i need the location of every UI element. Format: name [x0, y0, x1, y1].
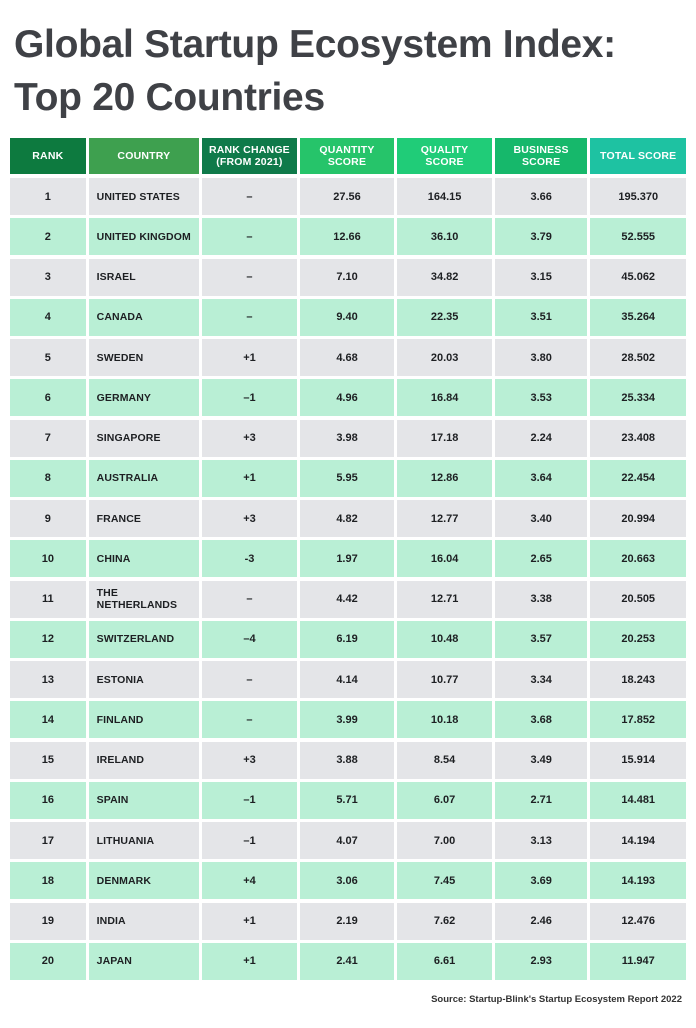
quality-score-cell: 8.54	[397, 742, 492, 779]
table-row	[10, 460, 686, 497]
quantity-score-cell: 3.99	[300, 701, 395, 738]
country-cell: SINGAPORE	[89, 420, 200, 457]
total-score-cell: 14.481	[590, 782, 686, 819]
country-cell: ESTONIA	[89, 661, 200, 698]
rank-cell: 11	[10, 581, 86, 618]
quantity-score-cell: 4.14	[300, 661, 395, 698]
rank-change-cell: +1	[202, 339, 297, 376]
rank-change-cell: –	[202, 178, 297, 215]
quality-score-cell: 12.71	[397, 581, 492, 618]
rank-cell: 10	[10, 540, 86, 577]
total-score-cell: 20.253	[590, 621, 686, 658]
table-row	[10, 299, 686, 336]
country-cell: SPAIN	[89, 782, 200, 819]
header-country: COUNTRY	[89, 138, 199, 174]
table-row	[10, 742, 686, 779]
country-cell: INDIA	[89, 903, 200, 940]
table-row	[10, 500, 686, 537]
table-row	[10, 259, 686, 296]
country-cell: IRELAND	[89, 742, 200, 779]
quantity-score-cell: 4.82	[300, 500, 395, 537]
country-cell: DENMARK	[89, 862, 200, 899]
page-title	[14, 18, 684, 124]
quantity-score-cell: 3.98	[300, 420, 395, 457]
rank-cell: 2	[10, 218, 86, 255]
rank-change-cell: –	[202, 259, 297, 296]
header-rank: RANK	[10, 138, 86, 174]
rank-cell: 1	[10, 178, 86, 215]
quantity-score-cell: 3.06	[300, 862, 395, 899]
quantity-score-cell: 2.19	[300, 903, 395, 940]
total-score-cell: 20.663	[590, 540, 686, 577]
business-score-cell: 3.53	[495, 379, 588, 416]
country-cell: THE NETHERLANDS	[89, 581, 200, 618]
country-cell: FINLAND	[89, 701, 200, 738]
rank-cell: 3	[10, 259, 86, 296]
country-cell: CANADA	[89, 299, 200, 336]
header-total-score: TOTAL SCORE	[590, 138, 686, 174]
quantity-score-cell: 6.19	[300, 621, 395, 658]
quantity-score-cell: 12.66	[300, 218, 395, 255]
table-row	[10, 379, 686, 416]
business-score-cell: 2.24	[495, 420, 588, 457]
rank-change-cell: +3	[202, 420, 297, 457]
rank-change-cell: -3	[202, 540, 297, 577]
quality-score-cell: 36.10	[397, 218, 492, 255]
rank-change-cell: +1	[202, 943, 297, 980]
quality-score-cell: 20.03	[397, 339, 492, 376]
total-score-cell: 35.264	[590, 299, 686, 336]
country-cell: AUSTRALIA	[89, 460, 200, 497]
quantity-score-cell: 7.10	[300, 259, 395, 296]
ranking-table	[10, 138, 686, 983]
total-score-cell: 14.194	[590, 822, 686, 859]
total-score-cell: 11.947	[590, 943, 686, 980]
rank-change-cell: –4	[202, 621, 297, 658]
country-cell: SWITZERLAND	[89, 621, 200, 658]
rank-cell: 6	[10, 379, 86, 416]
business-score-cell: 3.34	[495, 661, 588, 698]
business-score-cell: 3.68	[495, 701, 588, 738]
country-cell: JAPAN	[89, 943, 200, 980]
total-score-cell: 20.994	[590, 500, 686, 537]
table-row	[10, 581, 686, 618]
rank-cell: 16	[10, 782, 86, 819]
rank-change-cell: –	[202, 299, 297, 336]
table-row	[10, 540, 686, 577]
rank-cell: 7	[10, 420, 86, 457]
title-line-2: Top 20 Countries	[14, 76, 325, 119]
rank-change-cell: +1	[202, 460, 297, 497]
quality-score-cell: 34.82	[397, 259, 492, 296]
table-row	[10, 943, 686, 980]
rank-change-cell: –	[202, 218, 297, 255]
quality-score-cell: 7.45	[397, 862, 492, 899]
rank-change-cell: –1	[202, 782, 297, 819]
total-score-cell: 12.476	[590, 903, 686, 940]
business-score-cell: 3.69	[495, 862, 588, 899]
table-row	[10, 701, 686, 738]
header-quantity-score: QUANTITY SCORE	[300, 138, 395, 174]
source-note: Source: Startup-Blink's Startup Ecosystem Report 2022	[431, 994, 682, 1005]
rank-change-cell: –1	[202, 822, 297, 859]
table-row	[10, 339, 686, 376]
rank-cell: 12	[10, 621, 86, 658]
total-score-cell: 18.243	[590, 661, 686, 698]
quality-score-cell: 6.07	[397, 782, 492, 819]
quality-score-cell: 16.04	[397, 540, 492, 577]
business-score-cell: 3.13	[495, 822, 588, 859]
rank-change-cell: –1	[202, 379, 297, 416]
rank-cell: 4	[10, 299, 86, 336]
rank-change-cell: +4	[202, 862, 297, 899]
business-score-cell: 3.66	[495, 178, 588, 215]
quality-score-cell: 22.35	[397, 299, 492, 336]
rank-change-cell: –	[202, 581, 297, 618]
business-score-cell: 2.65	[495, 540, 588, 577]
quantity-score-cell: 9.40	[300, 299, 395, 336]
business-score-cell: 3.38	[495, 581, 588, 618]
country-cell: UNITED KINGDOM	[89, 218, 200, 255]
table-row	[10, 782, 686, 819]
quality-score-cell: 164.15	[397, 178, 492, 215]
country-cell: SWEDEN	[89, 339, 200, 376]
country-cell: UNITED STATES	[89, 178, 200, 215]
quantity-score-cell: 1.97	[300, 540, 395, 577]
total-score-cell: 17.852	[590, 701, 686, 738]
business-score-cell: 3.49	[495, 742, 588, 779]
quantity-score-cell: 4.42	[300, 581, 395, 618]
quantity-score-cell: 4.68	[300, 339, 395, 376]
total-score-cell: 22.454	[590, 460, 686, 497]
quality-score-cell: 7.00	[397, 822, 492, 859]
quality-score-cell: 6.61	[397, 943, 492, 980]
quantity-score-cell: 4.96	[300, 379, 395, 416]
total-score-cell: 45.062	[590, 259, 686, 296]
quantity-score-cell: 5.95	[300, 460, 395, 497]
rank-change-cell: –	[202, 661, 297, 698]
rank-cell: 17	[10, 822, 86, 859]
country-cell: GERMANY	[89, 379, 200, 416]
table-row	[10, 822, 686, 859]
table-row	[10, 903, 686, 940]
total-score-cell: 14.193	[590, 862, 686, 899]
business-score-cell: 3.79	[495, 218, 588, 255]
total-score-cell: 28.502	[590, 339, 686, 376]
quantity-score-cell: 27.56	[300, 178, 395, 215]
rank-cell: 15	[10, 742, 86, 779]
business-score-cell: 2.46	[495, 903, 588, 940]
quantity-score-cell: 4.07	[300, 822, 395, 859]
business-score-cell: 3.40	[495, 500, 588, 537]
rank-change-cell: +1	[202, 903, 297, 940]
quality-score-cell: 12.77	[397, 500, 492, 537]
header-quality-score: QUALITY SCORE	[397, 138, 492, 174]
rank-change-cell: +3	[202, 742, 297, 779]
country-cell: LITHUANIA	[89, 822, 200, 859]
total-score-cell: 23.408	[590, 420, 686, 457]
table-row	[10, 621, 686, 658]
rank-cell: 18	[10, 862, 86, 899]
business-score-cell: 3.15	[495, 259, 588, 296]
quantity-score-cell: 3.88	[300, 742, 395, 779]
rank-cell: 19	[10, 903, 86, 940]
quantity-score-cell: 5.71	[300, 782, 395, 819]
country-cell: FRANCE	[89, 500, 200, 537]
business-score-cell: 3.57	[495, 621, 588, 658]
rank-cell: 9	[10, 500, 86, 537]
rank-cell: 20	[10, 943, 86, 980]
title-line-1: Global Startup Ecosystem Index:	[14, 23, 616, 66]
business-score-cell: 2.71	[495, 782, 588, 819]
table-header	[10, 138, 686, 174]
rank-cell: 8	[10, 460, 86, 497]
total-score-cell: 25.334	[590, 379, 686, 416]
total-score-cell: 20.505	[590, 581, 686, 618]
table-row	[10, 218, 686, 255]
rank-change-cell: –	[202, 701, 297, 738]
table-row	[10, 178, 686, 215]
rank-cell: 14	[10, 701, 86, 738]
header-business-score: BUSINESS SCORE	[495, 138, 588, 174]
country-cell: ISRAEL	[89, 259, 200, 296]
quality-score-cell: 10.48	[397, 621, 492, 658]
rank-change-cell: +3	[202, 500, 297, 537]
business-score-cell: 3.51	[495, 299, 588, 336]
table-row	[10, 420, 686, 457]
business-score-cell: 3.80	[495, 339, 588, 376]
quantity-score-cell: 2.41	[300, 943, 395, 980]
quality-score-cell: 7.62	[397, 903, 492, 940]
rank-cell: 5	[10, 339, 86, 376]
quality-score-cell: 17.18	[397, 420, 492, 457]
total-score-cell: 15.914	[590, 742, 686, 779]
business-score-cell: 2.93	[495, 943, 588, 980]
rank-cell: 13	[10, 661, 86, 698]
country-cell: CHINA	[89, 540, 200, 577]
quality-score-cell: 10.77	[397, 661, 492, 698]
total-score-cell: 195.370	[590, 178, 686, 215]
quality-score-cell: 12.86	[397, 460, 492, 497]
total-score-cell: 52.555	[590, 218, 686, 255]
quality-score-cell: 16.84	[397, 379, 492, 416]
business-score-cell: 3.64	[495, 460, 588, 497]
table-row	[10, 661, 686, 698]
table-body	[10, 178, 686, 980]
table-row	[10, 862, 686, 899]
quality-score-cell: 10.18	[397, 701, 492, 738]
header-rank-change: RANK CHANGE (FROM 2021)	[202, 138, 297, 174]
